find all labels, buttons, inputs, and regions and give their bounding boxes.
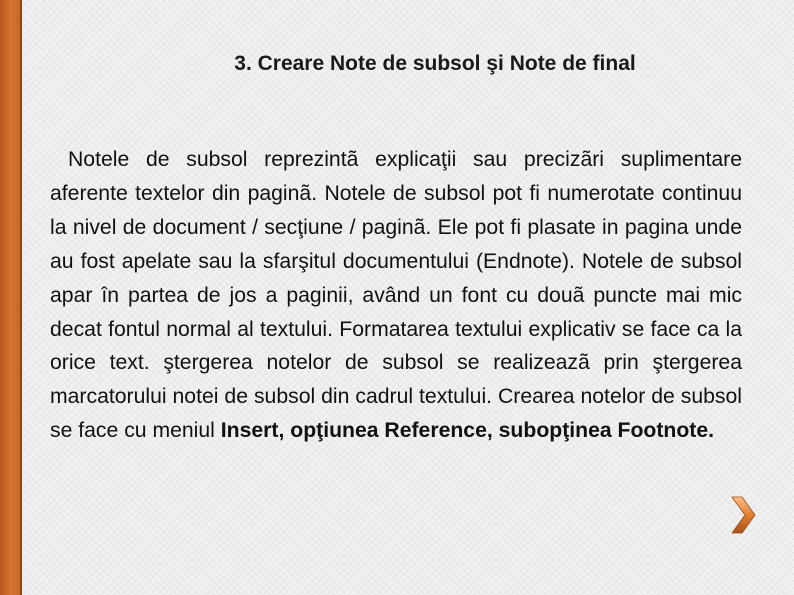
slide-body-text xyxy=(50,143,742,448)
body-bold-instructions: Insert, opţiunea Reference, subopţinea Footnote. xyxy=(220,419,715,443)
accent-sidebar-bar xyxy=(0,0,20,595)
body-paragraph: Notele de subsol reprezintã explicaţii sau precizãri suplimentare aferente textelor din paginã. Notele de subsol pot fi numerotate continuu la nivel de document / secţiune / paginã. Ele pot fi plasate in pagina unde au fost apelate sau la sfarşitul documentului (Endnote). Notele de subsol apar în partea de jos a paginii, având un font cu douã puncte mai mic decat fontul normal al textului. Formatarea textului explicativ se face ca la orice text. ştergerea notelor de subsol se realizeazã prin ştergerea marcatorului notei de subsol din cadrul textului. Crearea notelor de subsol se face cu meniul xyxy=(50,148,742,443)
accent-sidebar-edge xyxy=(20,0,22,595)
next-slide-button[interactable] xyxy=(728,495,758,535)
chevron-right-icon xyxy=(728,495,758,535)
slide-title: 3. Creare Note de subsol şi Note de final xyxy=(234,52,636,75)
